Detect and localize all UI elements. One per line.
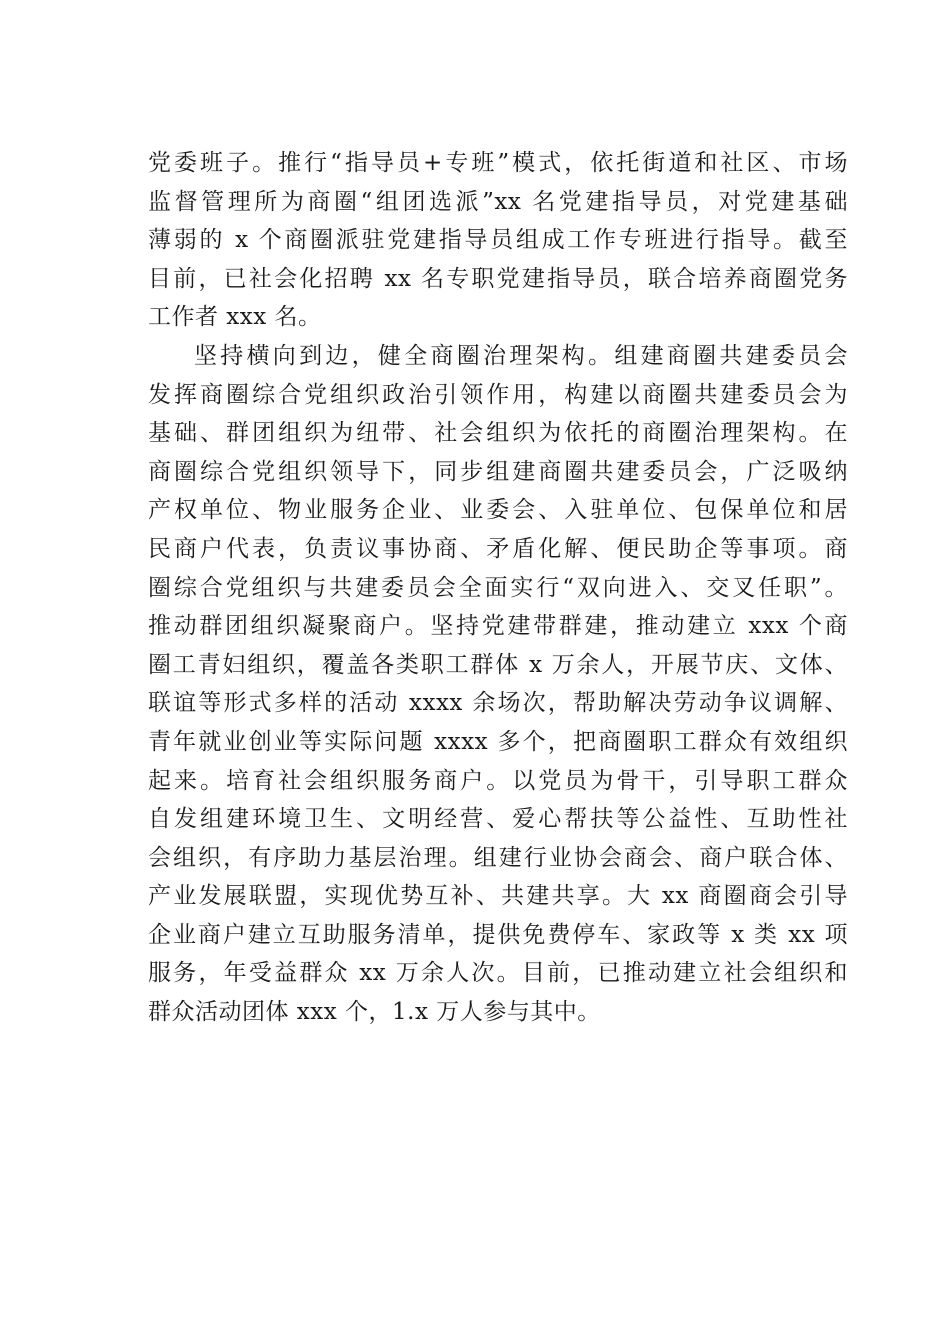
text-line: 会组织，有序助力基层治理。组建行业协会商会、商户联合体、 xyxy=(148,844,848,871)
text-line: 基础、群团组织为纽带、社会组织为依托的商圈治理架构。在 xyxy=(148,420,848,447)
text-line: 圈工青妇组织，覆盖各类职工群体 x 万余人，开展节庆、文体、 xyxy=(148,651,848,678)
text-line: 产权单位、物业服务企业、业委会、入驻单位、包保单位和居 xyxy=(148,497,848,524)
text-line: 民商户代表，负责议事协商、矛盾化解、便民助企等事项。商 xyxy=(148,535,848,562)
text-line: 自发组建环境卫生、文明经营、爱心帮扶等公益性、互助性社 xyxy=(148,806,848,833)
text-line: 薄弱的 x 个商圈派驻党建指导员组成工作专班进行指导。截至 xyxy=(148,227,848,254)
text-line: 联谊等形式多样的活动 xxxx 余场次，帮助解决劳动争议调解、 xyxy=(148,690,848,717)
document-body xyxy=(148,144,848,1032)
text-line: 坚持横向到边，健全商圈治理架构。组建商圈共建委员会 xyxy=(194,342,848,369)
text-line: 产业发展联盟，实现优势互补、共建共享。大 xx 商圈商会引导 xyxy=(148,883,848,910)
paragraph-1 xyxy=(148,144,848,337)
text-line: 目前，已社会化招聘 xx 名专职党建指导员，联合培养商圈党务 xyxy=(148,265,848,292)
text-line: 推动群团组织凝聚商户。坚持党建带群建，推动建立 xxx 个商 xyxy=(148,613,848,640)
text-line: 党委班子。推行“指导员+专班”模式，依托街道和社区、市场 xyxy=(148,150,848,176)
paragraph-2 xyxy=(148,337,848,1032)
text-line: 商圈综合党组织领导下，同步组建商圈共建委员会，广泛吸纳 xyxy=(148,458,848,485)
text-line: 监督管理所为商圈“组团选派”xx 名党建指导员，对党建基础 xyxy=(148,188,848,215)
text-line: 企业商户建立互助服务清单，提供免费停车、家政等 x 类 xx 项 xyxy=(148,921,848,948)
text-line: 青年就业创业等实际问题 xxxx 多个，把商圈职工群众有效组织 xyxy=(148,728,848,755)
text-line: 群众活动团体 xxx 个，1.x 万人参与其中。 xyxy=(148,999,601,1026)
text-line: 工作者 xxx 名。 xyxy=(148,304,322,331)
text-line: 圈综合党组织与共建委员会全面实行“双向进入、交叉任职”。 xyxy=(148,574,848,601)
text-line: 服务，年受益群众 xx 万余人次。目前，已推动建立社会组织和 xyxy=(148,960,848,987)
text-line: 发挥商圈综合党组织政治引领作用，构建以商圈共建委员会为 xyxy=(148,381,848,408)
text-line: 起来。培育社会组织服务商户。以党员为骨干，引导职工群众 xyxy=(148,767,848,794)
